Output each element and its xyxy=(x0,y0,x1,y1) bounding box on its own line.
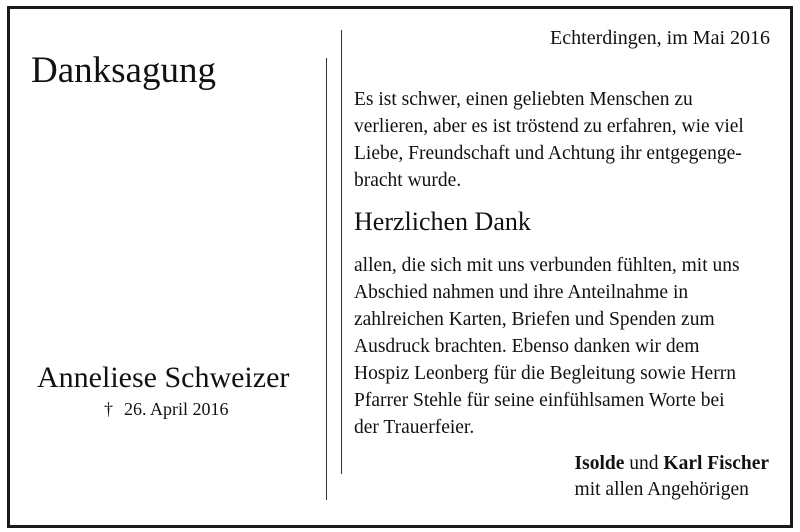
notice-title: Danksagung xyxy=(31,50,216,91)
thanks-line: Pfarrer Stehle für seine einfühlsamen Worte bei xyxy=(354,390,725,411)
thanks-line: allen, die sich mit uns verbunden fühlten, mit uns xyxy=(354,255,740,276)
intro-line: verlieren, aber es ist tröstend zu erfahren, wie viel xyxy=(354,116,744,137)
thanks-line: Hospiz Leonberg für die Begleitung sowie Herrn xyxy=(354,363,736,384)
signature-name-2: Karl Fischer xyxy=(663,453,769,474)
death-date-line xyxy=(104,398,229,420)
intro-line: bracht wurde. xyxy=(354,170,462,191)
signature-names xyxy=(575,451,769,477)
thanks-line: Abschied nahmen und ihre Anteilnahme in xyxy=(354,282,689,303)
death-date: 26. April 2016 xyxy=(124,399,229,419)
thanks-line: zahlreichen Karten, Briefen und Spenden zum xyxy=(354,309,715,330)
thanks-paragraph xyxy=(354,252,784,441)
column-divider-right xyxy=(341,30,342,474)
signature-relatives: mit allen Angehörigen xyxy=(574,479,749,500)
thanks-heading: Herzlichen Dank xyxy=(354,207,531,236)
signature-block xyxy=(575,451,769,503)
intro-line: Es ist schwer, einen geliebten Menschen zu xyxy=(354,89,693,110)
cross-icon: † xyxy=(104,399,113,419)
place-date-line: Echterdingen, im Mai 2016 xyxy=(550,27,770,49)
column-divider-left xyxy=(326,58,327,500)
intro-line: Liebe, Freundschaft und Achtung ihr entgegenge- xyxy=(354,143,742,164)
signature-connector: und xyxy=(629,453,659,474)
deceased-name: Anneliese Schweizer xyxy=(37,361,290,394)
thanks-line: Ausdruck brachten. Ebenso danken wir dem xyxy=(354,336,700,357)
intro-paragraph xyxy=(354,86,784,194)
signature-name-1: Isolde xyxy=(574,453,625,474)
thanks-line: der Trauerfeier. xyxy=(354,417,475,438)
